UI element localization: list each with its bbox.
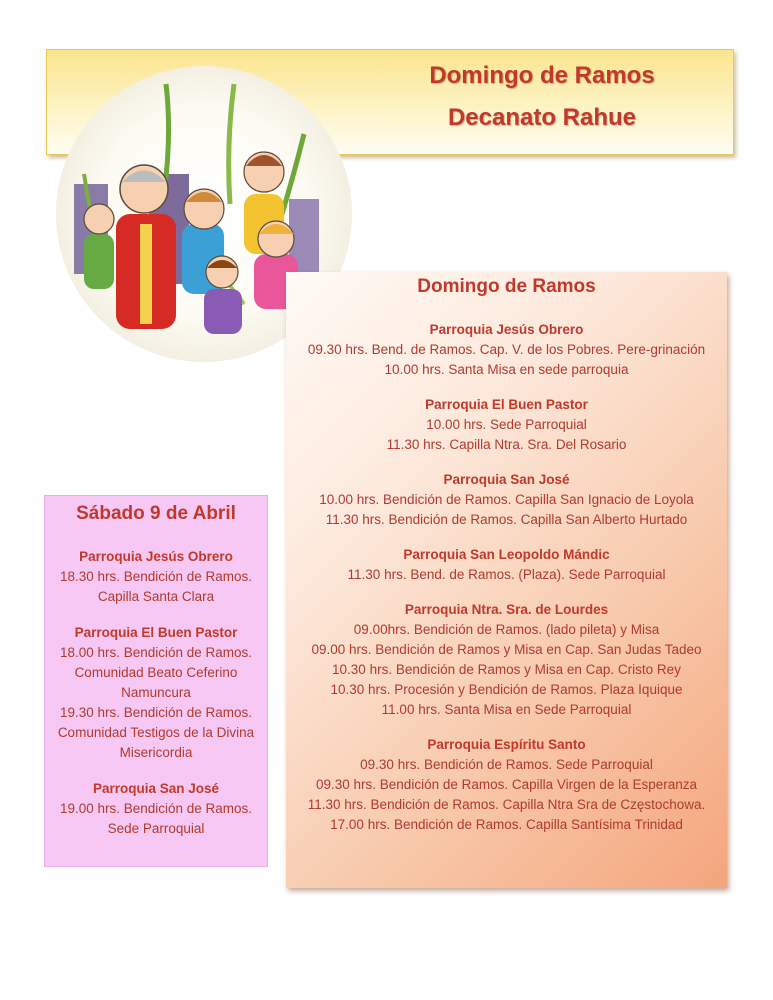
parish-name: Parroquia San José: [92, 781, 220, 796]
parish-name: Parroquia El Buen Pastor: [425, 397, 588, 412]
schedule-entry: 11.00 hrs. Santa Misa en Sede Parroquial: [381, 702, 632, 717]
banner-subtitle: Decanato Rahue: [447, 104, 637, 131]
schedule-entry: 10.30 hrs. Bendición de Ramos y Misa en Cap. Cristo Rey: [332, 662, 681, 677]
parish-section: [45, 779, 267, 839]
schedule-entry: 10.00 hrs. Santa Misa en sede parroquia: [384, 362, 629, 377]
parish-name: Parroquia San Leopoldo Mándic: [403, 547, 610, 562]
schedule-entry: 19.30 hrs. Bendición de Ramos. Comunidad Testigos de la Divina Misericordia: [57, 705, 255, 760]
saturday-sections: [45, 547, 267, 839]
schedule-entry: 10.00 hrs. Sede Parroquial: [426, 417, 587, 432]
schedule-entry: 09.30 hrs. Bend. de Ramos. Cap. V. de los Pobres. Pere-grinación: [307, 342, 706, 357]
parish-name: Parroquia Espíritu Santo: [427, 737, 586, 752]
sunday-sections: [286, 320, 727, 835]
schedule-entry: 10.30 hrs. Procesión y Bendición de Ramos. Plaza Iquique: [330, 682, 683, 697]
schedule-entry: 09.30 hrs. Bendición de Ramos. Capilla Virgen de la Esperanza: [316, 777, 697, 792]
schedule-entry: 18.00 hrs. Bendición de Ramos. Comunidad Beato Ceferino Namuncura: [59, 645, 253, 700]
schedule-entry: 11.30 hrs. Capilla Ntra. Sra. Del Rosario: [386, 437, 627, 452]
sunday-schedule-panel: [286, 272, 727, 888]
schedule-entry: 11.30 hrs. Bend. de Ramos. (Plaza). Sede Parroquial: [347, 567, 666, 582]
sunday-heading: Domingo de Ramos: [417, 276, 596, 297]
schedule-entry: 09.00hrs. Bendición de Ramos. (lado pileta) y Misa: [353, 622, 660, 637]
schedule-entry: 18.30 hrs. Bendición de Ramos. Capilla Santa Clara: [59, 569, 253, 604]
schedule-entry: 11.30 hrs. Bendición de Ramos. Capilla San Alberto Hurtado: [325, 512, 688, 527]
priest-stole: [140, 224, 152, 324]
parish-section: [286, 470, 727, 530]
parish-section: [286, 395, 727, 455]
saturday-heading: Sábado 9 de Abril: [76, 503, 236, 524]
schedule-entry: 11.30 hrs. Bendición de Ramos. Capilla Ntra Sra de Częstochowa.: [307, 797, 706, 812]
parish-name: Parroquia Jesús Obrero: [79, 549, 233, 564]
child-head: [84, 204, 114, 234]
schedule-entry: 09.00 hrs. Bendición de Ramos y Misa en Cap. San Judas Tadeo: [311, 642, 702, 657]
schedule-entry: 09.30 hrs. Bendición de Ramos. Sede Parroquial: [360, 757, 653, 772]
parish-name: Parroquia El Buen Pastor: [74, 625, 238, 640]
schedule-entry: 10.00 hrs. Bendición de Ramos. Capilla San Ignacio de Loyola: [319, 492, 694, 507]
child-body: [204, 289, 242, 334]
parish-section: [45, 623, 267, 763]
parish-section: [286, 735, 727, 835]
parish-section: [45, 547, 267, 607]
schedule-entry: 19.00 hrs. Bendición de Ramos. Sede Parroquial: [59, 801, 253, 836]
parish-name: Parroquia San José: [443, 472, 570, 487]
saturday-schedule-panel: [44, 495, 268, 867]
parish-section: [286, 600, 727, 720]
parish-name: Parroquia Jesús Obrero: [429, 322, 584, 337]
parish-section: [286, 320, 727, 380]
parish-section: [286, 545, 727, 585]
banner-title: Domingo de Ramos: [429, 62, 655, 89]
child-body: [84, 234, 114, 289]
parish-name: Parroquia Ntra. Sra. de Lourdes: [404, 602, 609, 617]
schedule-entry: 17.00 hrs. Bendición de Ramos. Capilla Santísima Trinidad: [330, 817, 683, 832]
